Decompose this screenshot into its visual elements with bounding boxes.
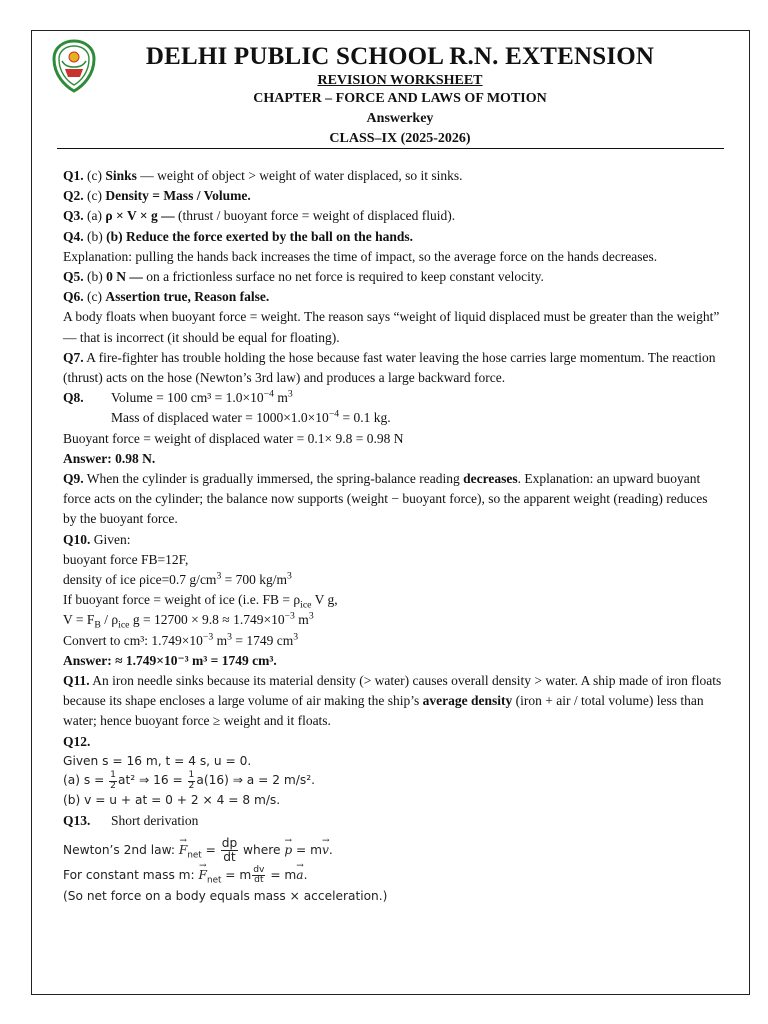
q12-number: Q12. bbox=[63, 733, 91, 749]
q11-text-2: (iron + air / total volume) less than water; hence buoyant force ≥ weight and it floats. bbox=[63, 693, 704, 729]
q10-answer: Answer: ≈ 1.749×10⁻³ m³ = 1749 cm³. bbox=[63, 652, 277, 668]
school-crest-icon bbox=[51, 39, 97, 93]
q2-number: Q2. bbox=[63, 188, 84, 204]
q13-force-vector-2: → F bbox=[199, 863, 207, 887]
q4-explanation: Explanation: pulling the hands back increases the time of impact, so the average force on the hands decreases. bbox=[63, 248, 658, 264]
q11-key: average density bbox=[422, 693, 513, 709]
q12-part-a bbox=[63, 771, 723, 791]
q10-line-4 bbox=[63, 610, 723, 630]
q3-option: (a) bbox=[87, 208, 102, 224]
q8-mass-line bbox=[63, 408, 723, 428]
q13-p-equals: = m bbox=[292, 842, 323, 857]
q10-convert: Convert to cm³: 1.749×10 bbox=[63, 632, 203, 648]
q3-number: Q3. bbox=[63, 208, 84, 224]
q10-volume-unit: m bbox=[294, 612, 309, 628]
q13-dt: dt bbox=[223, 850, 236, 865]
q13-force-vector: → F bbox=[179, 837, 187, 863]
q10-line-3 bbox=[63, 590, 723, 610]
q12-a-mid: at² ⇒ 16 = bbox=[117, 773, 187, 788]
q10-ice-sub-2: ice bbox=[118, 620, 130, 632]
q12-half-fraction bbox=[109, 771, 117, 790]
q7-text: A fire-fighter has trouble holding the hose because fast water leaving the hose carries large momentum. The reaction (thrust) acts on the hose (Newton’s 3rd law) and produces a large backward force. bbox=[63, 349, 716, 386]
q10-ice-sub: ice bbox=[300, 599, 312, 611]
q10-convert-exp: −3 bbox=[202, 631, 214, 643]
answer-q13 bbox=[63, 811, 723, 831]
q5-option: (b) bbox=[87, 269, 103, 285]
q5-key: 0 N — bbox=[106, 269, 143, 285]
answer-q6 bbox=[63, 287, 723, 307]
q1-key: Sinks bbox=[105, 168, 137, 183]
q7-number: Q7. bbox=[63, 349, 84, 365]
q4-option: (b) bbox=[87, 228, 103, 244]
q13-constant-mass: For constant mass m: bbox=[63, 868, 199, 883]
answer-q4 bbox=[63, 227, 723, 247]
chapter-title: CHAPTER – FORCE AND LAWS OF MOTION bbox=[253, 91, 547, 106]
q13-title: Short derivation bbox=[111, 812, 199, 828]
answer-q5 bbox=[63, 267, 723, 287]
q5-number: Q5. bbox=[63, 269, 84, 285]
q10-density: density of ice ρice=0.7 g/cm bbox=[63, 572, 217, 588]
q13-line-3: (So net force on a body equals mass × acceleration.) bbox=[63, 889, 388, 904]
q10-convert-result: = 1749 cm bbox=[232, 632, 294, 648]
q11-number: Q11. bbox=[63, 673, 90, 689]
q13-number: Q13. bbox=[63, 812, 91, 828]
q13-dv-dt-fraction bbox=[252, 866, 265, 885]
q3-key: ρ × V × g — bbox=[105, 208, 175, 224]
document-header bbox=[100, 42, 700, 148]
q6-explanation: A body floats when buoyant force = weight. The reason says “weight of liquid displaced must be greater than the weight” — that is incorrect (it should be equal for floating). bbox=[63, 309, 720, 345]
q13-where: where bbox=[239, 842, 285, 857]
q4-number: Q4. bbox=[63, 228, 84, 244]
q12-a-start: (a) s = bbox=[63, 773, 109, 788]
q10-volume: g = 12700 × 9.8 ≈ 1.749×10 bbox=[129, 612, 285, 628]
q10-volume-exp: −3 bbox=[284, 610, 295, 622]
q10-b-sub: B bbox=[94, 620, 101, 632]
q12-half-num-2: 1 bbox=[188, 770, 195, 781]
answer-q3 bbox=[63, 206, 723, 226]
q9-text-2: . Explanation: an upward buoyant force acts on the cylinder; the balance now supports (weight − buoyant force), so the apparent weight (reading) reduces by the buoyant force. bbox=[63, 471, 708, 527]
q9-text-1: When the cylinder is gradually immersed, the spring-balance reading bbox=[83, 471, 464, 487]
q13-newton: Newton’s 2nd law: bbox=[63, 842, 179, 857]
q13-equals-m: = m bbox=[221, 868, 252, 883]
q2-option: (c) bbox=[87, 188, 102, 204]
q10-condition: If buoyant force = weight of ice (i.e. FB = ρ bbox=[63, 592, 301, 608]
q12-half-den-2: 2 bbox=[188, 780, 195, 791]
q6-key: Assertion true, Reason false. bbox=[105, 289, 270, 305]
q13-dp-dt-fraction bbox=[221, 837, 238, 863]
answer-q7 bbox=[63, 348, 723, 388]
q6-number: Q6. bbox=[63, 289, 84, 305]
header-divider bbox=[57, 148, 724, 149]
q13-line-2: For constant mass m: → $F_{net} = m$ $\frac{dv}{dt}$ = m→ a. bbox=[63, 863, 723, 887]
q8-volume-unit: m bbox=[273, 390, 288, 406]
q10-volume-unit-exp: 3 bbox=[308, 610, 314, 622]
q10-line-2 bbox=[63, 570, 723, 590]
q12-half-num: 1 bbox=[110, 770, 116, 781]
q13-equals: = bbox=[201, 842, 220, 857]
q10-exp-1: 3 bbox=[216, 570, 222, 582]
q12-half-den: 2 bbox=[110, 780, 116, 791]
q10-density-si: = 700 kg/m bbox=[221, 572, 288, 588]
q12-a-result: a(16) ⇒ a = 2 m/s². bbox=[196, 773, 315, 788]
q13-momentum-vector: → p bbox=[284, 837, 292, 863]
q12-half-fraction-2 bbox=[188, 771, 196, 790]
q8-volume-exp: −4 bbox=[263, 388, 274, 400]
q9-key: decreases bbox=[463, 471, 518, 487]
q8-volume-unit-exp: 3 bbox=[287, 388, 293, 400]
q12-part-b: (b) v = u + at = 0 + 2 × 4 = 8 m/s. bbox=[63, 793, 281, 808]
q1-option: (c) bbox=[87, 168, 102, 183]
answer-q10 bbox=[63, 530, 723, 550]
q10-given: Given: bbox=[90, 531, 131, 547]
q10-exp-2: 3 bbox=[287, 570, 292, 582]
q10-rho: / ρ bbox=[100, 612, 119, 628]
q10-line-1: buoyant force FB=12F, bbox=[63, 551, 189, 567]
q10-v: V = F bbox=[63, 612, 95, 628]
q4-key: (b) Reduce the force exerted by the ball on the hands. bbox=[106, 228, 413, 244]
q3-text: (thrust / buoyant force = weight of displaced fluid). bbox=[174, 208, 456, 224]
q10-line-5 bbox=[63, 631, 723, 651]
q10-convert-result-exp: 3 bbox=[293, 631, 299, 643]
q8-mass-result: = 0.1 kg. bbox=[339, 410, 391, 426]
q13-equals-ma: = m bbox=[266, 868, 297, 883]
q13-dp: dp bbox=[221, 836, 238, 851]
answer-q9 bbox=[63, 469, 723, 530]
answer-q8 bbox=[63, 388, 723, 408]
q8-volume: Volume = 100 cm³ = 1.0×10 bbox=[111, 390, 264, 406]
q1-text: — weight of object > weight of water displaced, so it sinks. bbox=[136, 168, 463, 183]
q13-acceleration-vector: → a bbox=[296, 863, 303, 887]
q13-net-sub-2: net bbox=[207, 875, 222, 886]
q8-mass-exp: −4 bbox=[328, 408, 340, 420]
answer-q2 bbox=[63, 186, 723, 206]
q1-number: Q1. bbox=[63, 168, 84, 183]
q5-text: on a frictionless surface no net force is required to keep constant velocity. bbox=[142, 269, 544, 285]
worksheet-title: REVISION WORKSHEET bbox=[317, 73, 483, 88]
q10-number: Q10. bbox=[63, 531, 91, 547]
q13-net-sub: net bbox=[187, 850, 202, 861]
q10-convert-unit-exp: 3 bbox=[227, 631, 232, 643]
q10-convert-unit: m bbox=[213, 632, 228, 648]
q8-answer: Answer: 0.98 N. bbox=[63, 450, 156, 466]
q2-key: Density = Mass / Volume. bbox=[105, 188, 251, 204]
q8-number: Q8. bbox=[63, 390, 84, 406]
q8-buoyant-force: Buoyant force = weight of displaced water = 0.1× 9.8 = 0.98 N bbox=[63, 430, 404, 446]
q13-line-1: Newton’s 2nd law: → $F_{net}$ = $\frac{dp}{dt}$ where → p = m→ v. bbox=[63, 837, 723, 864]
school-name: DELHI PUBLIC SCHOOL R.N. EXTENSION bbox=[145, 43, 655, 70]
answerkey-label: Answerkey bbox=[366, 111, 434, 126]
q10-condition-end: V g, bbox=[311, 592, 338, 608]
q13-velocity-vector: → v bbox=[322, 837, 329, 863]
q11-text-1: An iron needle sinks because its material density (> water) causes overall density > water. A ship made of iron floats because its shape encloses a large volume of air making the ship’s bbox=[63, 673, 722, 709]
answer-q11 bbox=[63, 671, 723, 732]
q9-number: Q9. bbox=[63, 471, 84, 487]
q8-mass: Mass of displaced water = 1000×1.0×10 bbox=[111, 410, 329, 426]
class-label: CLASS–IX (2025-2026) bbox=[329, 131, 471, 146]
answer-list bbox=[63, 166, 723, 907]
q6-option: (c) bbox=[87, 289, 102, 305]
q13-dv: dv bbox=[253, 865, 265, 876]
answer-q1 bbox=[63, 166, 723, 186]
q13-dt-2: dt bbox=[254, 875, 264, 886]
q12-given: Given s = 16 m, t = 4 s, u = 0. bbox=[63, 753, 252, 768]
